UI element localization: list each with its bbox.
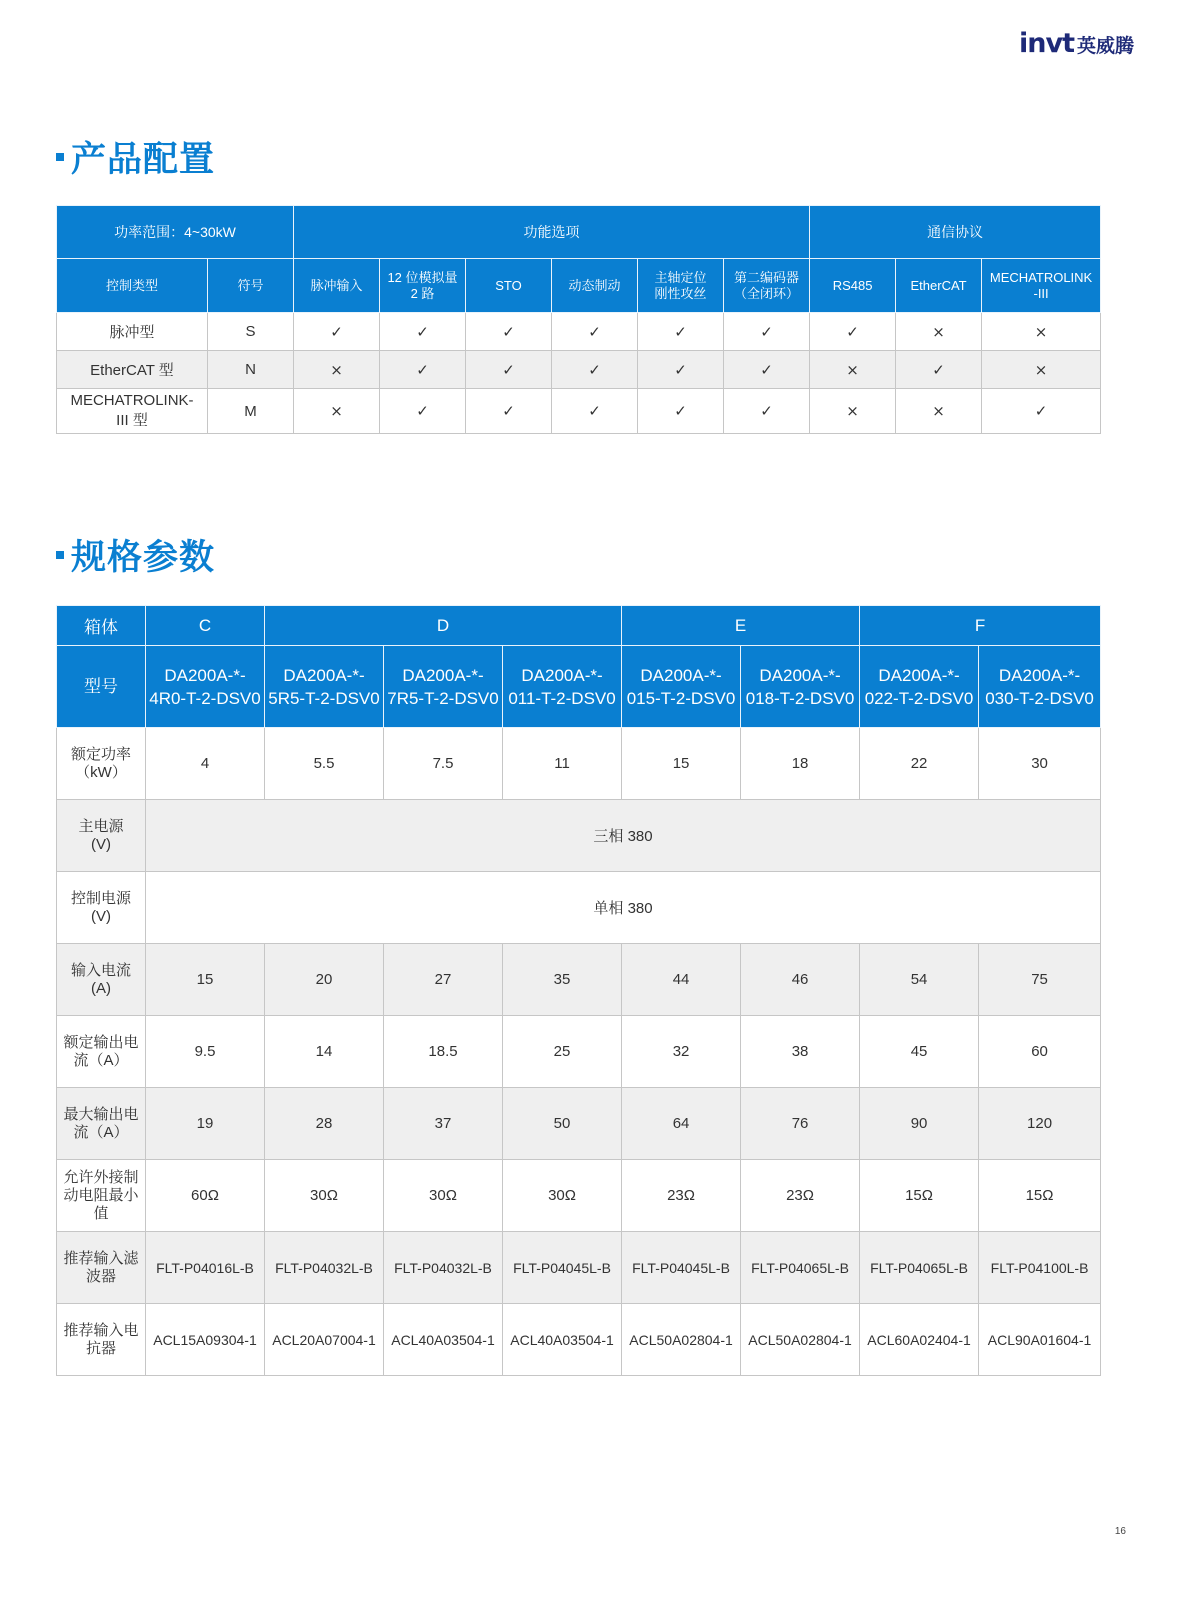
value-cell: 23Ω [622, 1160, 741, 1232]
section-title-config [56, 132, 215, 182]
mark-cell: ✓ [294, 313, 380, 351]
value-cell: 30Ω [384, 1160, 503, 1232]
value-cell: ACL60A02404-1 [860, 1304, 979, 1376]
product-config-table [56, 205, 1101, 434]
value-cell: 9.5 [146, 1016, 265, 1088]
value-cell: 15Ω [860, 1160, 979, 1232]
spec-table [56, 605, 1101, 1376]
mark-cell: ✓ [982, 389, 1101, 434]
title-square-icon [56, 153, 64, 161]
mark-cell: ✓ [552, 313, 638, 351]
value-cell: 30Ω [503, 1160, 622, 1232]
mark-cell: × [896, 313, 982, 351]
comm-protocol-header: 通信协议 [810, 206, 1101, 259]
col-analog: 12 位模拟量 2 路 [380, 259, 466, 313]
type-cell: 脉冲型 [57, 313, 208, 351]
mark-cell: × [294, 351, 380, 389]
value-cell: ACL40A03504-1 [503, 1304, 622, 1376]
brand-logo [1019, 28, 1134, 59]
symbol-cell: M [208, 389, 294, 434]
type-cell: MECHATROLINK- III 型 [57, 389, 208, 434]
value-cell: ACL50A02804-1 [741, 1304, 860, 1376]
value-cell: ACL20A07004-1 [265, 1304, 384, 1376]
value-cell: 15 [146, 944, 265, 1016]
row-input-reactor [57, 1304, 1101, 1376]
col-rs485: RS485 [810, 259, 896, 313]
model-cell: DA200A-*- 030-T-2-DSV0 [979, 646, 1101, 728]
section-title-spec [56, 530, 215, 580]
mark-cell: × [810, 351, 896, 389]
value-cell: 15 [622, 728, 741, 800]
row-label: 推荐输入滤 波器 [57, 1232, 146, 1304]
row-max-output-current [57, 1088, 1101, 1160]
mark-cell: ✓ [896, 351, 982, 389]
value-cell: 37 [384, 1088, 503, 1160]
value-cell: 54 [860, 944, 979, 1016]
model-cell: DA200A-*- 022-T-2-DSV0 [860, 646, 979, 728]
mark-cell: ✓ [552, 351, 638, 389]
value-cell: 19 [146, 1088, 265, 1160]
value-cell: 5.5 [265, 728, 384, 800]
value-cell: 20 [265, 944, 384, 1016]
value-cell: ACL90A01604-1 [979, 1304, 1101, 1376]
value-cell: FLT-P04065L-B [741, 1232, 860, 1304]
model-cell: DA200A-*- 5R5-T-2-DSV0 [265, 646, 384, 728]
mark-cell: ✓ [380, 351, 466, 389]
title-square-icon [56, 551, 64, 559]
type-cell: EtherCAT 型 [57, 351, 208, 389]
mark-cell: × [982, 313, 1101, 351]
value-cell: FLT-P04032L-B [265, 1232, 384, 1304]
mark-cell: ✓ [724, 313, 810, 351]
value-cell: 28 [265, 1088, 384, 1160]
col-second-encoder: 第二编码器 （全闭环） [724, 259, 810, 313]
row-rated-output-current [57, 1016, 1101, 1088]
value-cell: FLT-P04016L-B [146, 1232, 265, 1304]
row-input-filter [57, 1232, 1101, 1304]
mark-cell: ✓ [638, 351, 724, 389]
col-pulse-input: 脉冲输入 [294, 259, 380, 313]
value-cell: FLT-P04045L-B [503, 1232, 622, 1304]
value-cell: 7.5 [384, 728, 503, 800]
col-mechatrolink: MECHATROLINK -III [982, 259, 1101, 313]
value-cell: 38 [741, 1016, 860, 1088]
col-control-type: 控制类型 [57, 259, 208, 313]
row-label: 允许外接制 动电阻最小 值 [57, 1160, 146, 1232]
config-row-ethercat [57, 351, 1101, 389]
row-label: 控制电源 (V) [57, 872, 146, 944]
symbol-cell: S [208, 313, 294, 351]
row-brake-resistor [57, 1160, 1101, 1232]
section-title-text: 产品配置 [71, 140, 216, 180]
value-cell: 22 [860, 728, 979, 800]
value-cell: FLT-P04100L-B [979, 1232, 1101, 1304]
model-label: 型号 [57, 646, 146, 728]
value-cell: 44 [622, 944, 741, 1016]
value-cell: 64 [622, 1088, 741, 1160]
value-cell: 45 [860, 1016, 979, 1088]
value-cell: 30 [979, 728, 1101, 800]
value-cell: FLT-P04045L-B [622, 1232, 741, 1304]
value-cell: 27 [384, 944, 503, 1016]
value-cell: ACL40A03504-1 [384, 1304, 503, 1376]
value-cell: ACL50A02804-1 [622, 1304, 741, 1376]
value-cell: 76 [741, 1088, 860, 1160]
row-input-current [57, 944, 1101, 1016]
box-f: F [860, 606, 1101, 646]
value-cell: 60Ω [146, 1160, 265, 1232]
model-cell: DA200A-*- 4R0-T-2-DSV0 [146, 646, 265, 728]
mark-cell: ✓ [724, 351, 810, 389]
model-cell: DA200A-*- 015-T-2-DSV0 [622, 646, 741, 728]
function-options-header: 功能选项 [294, 206, 810, 259]
row-main-power [57, 800, 1101, 872]
row-label: 推荐输入电 抗器 [57, 1304, 146, 1376]
row-label: 额定功率 （kW） [57, 728, 146, 800]
model-cell: DA200A-*- 018-T-2-DSV0 [741, 646, 860, 728]
value-cell: 15Ω [979, 1160, 1101, 1232]
value-cell: 4 [146, 728, 265, 800]
logo-mark: invt [1019, 28, 1074, 59]
mark-cell: ✓ [380, 389, 466, 434]
value-cell: 11 [503, 728, 622, 800]
mark-cell: × [982, 351, 1101, 389]
col-ethercat: EtherCAT [896, 259, 982, 313]
value-cell: 18.5 [384, 1016, 503, 1088]
mark-cell: ✓ [466, 389, 552, 434]
mark-cell: × [294, 389, 380, 434]
col-dynamic-brake: 动态制动 [552, 259, 638, 313]
config-row-mechatrolink [57, 389, 1101, 434]
value-cell: 35 [503, 944, 622, 1016]
mark-cell: ✓ [724, 389, 810, 434]
box-d: D [265, 606, 622, 646]
row-label: 额定输出电 流（A） [57, 1016, 146, 1088]
value-cell: 单相 380 [146, 872, 1101, 944]
value-cell: 30Ω [265, 1160, 384, 1232]
col-spindle: 主轴定位 刚性攻丝 [638, 259, 724, 313]
value-cell: 75 [979, 944, 1101, 1016]
value-cell: 三相 380 [146, 800, 1101, 872]
power-range-header: 功率范围：4~30kW [57, 206, 294, 259]
value-cell: ACL15A09304-1 [146, 1304, 265, 1376]
value-cell: 25 [503, 1016, 622, 1088]
value-cell: FLT-P04065L-B [860, 1232, 979, 1304]
model-cell: DA200A-*- 011-T-2-DSV0 [503, 646, 622, 728]
value-cell: 32 [622, 1016, 741, 1088]
value-cell: 50 [503, 1088, 622, 1160]
value-cell: 60 [979, 1016, 1101, 1088]
row-label: 主电源 (V) [57, 800, 146, 872]
box-label: 箱体 [57, 606, 146, 646]
config-row-pulse [57, 313, 1101, 351]
value-cell: 90 [860, 1088, 979, 1160]
mark-cell: ✓ [810, 313, 896, 351]
col-symbol: 符号 [208, 259, 294, 313]
mark-cell: ✓ [638, 389, 724, 434]
mark-cell: × [896, 389, 982, 434]
row-label: 输入电流 (A) [57, 944, 146, 1016]
box-e: E [622, 606, 860, 646]
value-cell: 14 [265, 1016, 384, 1088]
col-sto: STO [466, 259, 552, 313]
value-cell: 18 [741, 728, 860, 800]
page-number: 16 [1114, 1526, 1126, 1537]
mark-cell: × [810, 389, 896, 434]
row-rated-power [57, 728, 1101, 800]
value-cell: FLT-P04032L-B [384, 1232, 503, 1304]
mark-cell: ✓ [466, 351, 552, 389]
row-control-power [57, 872, 1101, 944]
value-cell: 23Ω [741, 1160, 860, 1232]
symbol-cell: N [208, 351, 294, 389]
mark-cell: ✓ [380, 313, 466, 351]
value-cell: 120 [979, 1088, 1101, 1160]
mark-cell: ✓ [638, 313, 724, 351]
box-c: C [146, 606, 265, 646]
logo-chinese-name: 英威腾 [1076, 35, 1134, 57]
section-title-text: 规格参数 [71, 538, 216, 578]
mark-cell: ✓ [552, 389, 638, 434]
row-label: 最大输出电 流（A） [57, 1088, 146, 1160]
value-cell: 46 [741, 944, 860, 1016]
model-cell: DA200A-*- 7R5-T-2-DSV0 [384, 646, 503, 728]
mark-cell: ✓ [466, 313, 552, 351]
